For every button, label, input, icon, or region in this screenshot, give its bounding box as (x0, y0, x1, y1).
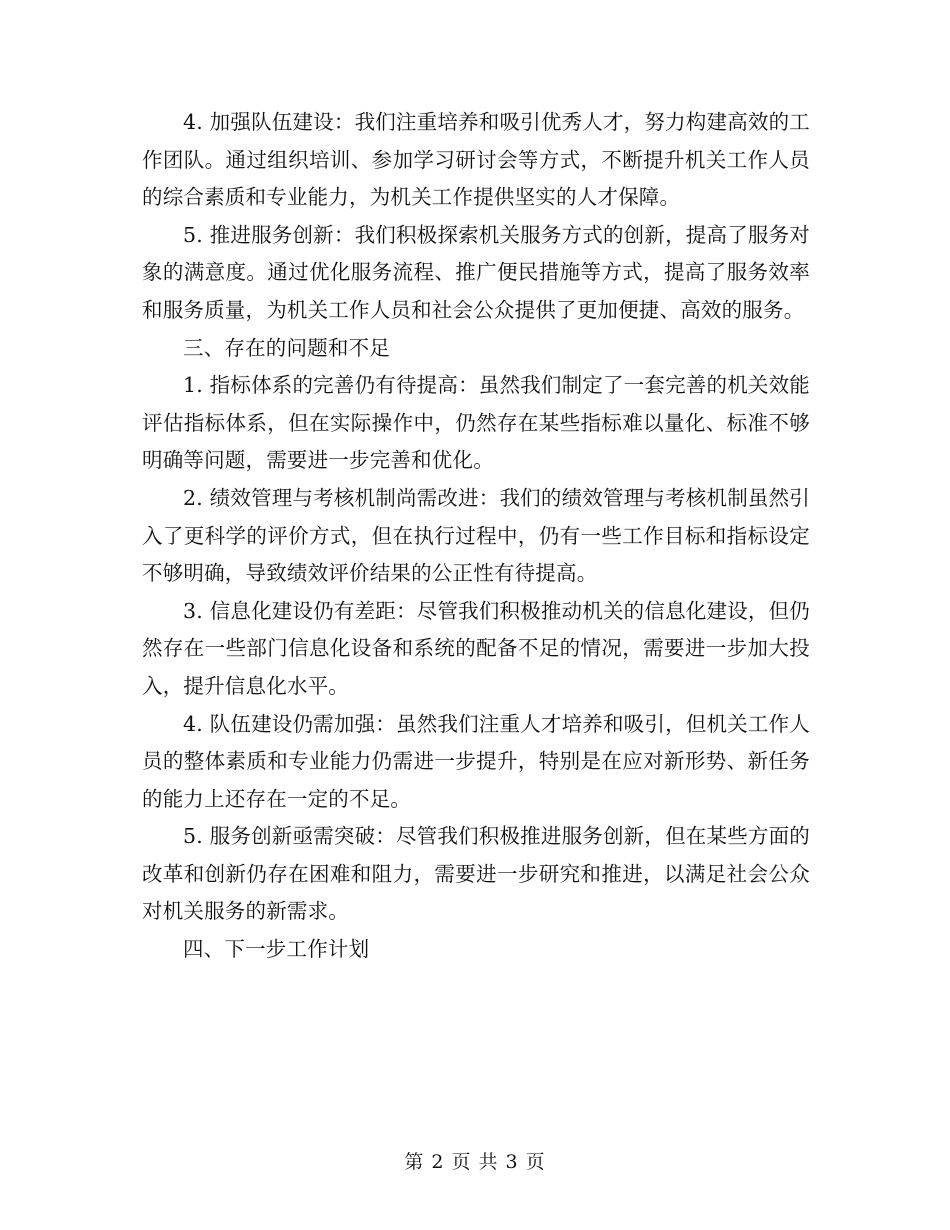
paragraph-innovation-breakthrough: 5. 服务创新亟需突破：尽管我们积极推进服务创新，但在某些方面的改革和创新仍存在困难和阻力，需要进一步研究和推进，以满足社会公众对机关服务的新需求。 (142, 824, 810, 924)
paragraph-indicator-system: 1. 指标体系的完善仍有待提高：虽然我们制定了一套完善的机关效能评估指标体系，但在实际操作中，仍然存在某些指标难以量化、标准不够明确等问题，需要进一步完善和优化。 (142, 373, 810, 473)
paragraph-team-strengthening: 4. 队伍建设仍需加强：虽然我们注重人才培养和吸引，但机关工作人员的整体素质和专业能力仍需进一步提升，特别是在应对新形势、新任务的能力上还存在一定的不足。 (142, 711, 810, 811)
paragraph-team-building: 4. 加强队伍建设：我们注重培养和吸引优秀人才，努力构建高效的工作团队。通过组织培训、参加学习研讨会等方式，不断提升机关工作人员的综合素质和专业能力，为机关工作提供坚实的人才保障。 (142, 110, 810, 210)
section-heading-next-plan: 四、下一步工作计划 (183, 937, 370, 962)
page-number-footer: 第 2 页 共 3 页 (404, 1151, 546, 1173)
section-heading-problems: 三、存在的问题和不足 (183, 335, 390, 360)
paragraph-service-innovation: 5. 推进服务创新：我们积极探索机关服务方式的创新，提高了服务对象的满意度。通过优化服务流程、推广便民措施等方式，提高了服务效率和服务质量，为机关工作人员和社会公众提供了更加便捷、高效的服务。 (142, 222, 810, 322)
paragraph-performance-management: 2. 绩效管理与考核机制尚需改进：我们的绩效管理与考核机制虽然引入了更科学的评价方式，但在执行过程中，仍有一些工作目标和指标设定不够明确，导致绩效评价结果的公正性有待提高。 (142, 485, 810, 586)
document-body (142, 104, 810, 969)
paragraph-informatization: 3. 信息化建设仍有差距：尽管我们积极推动机关的信息化建设，但仍然存在一些部门信息化设备和系统的配备不足的情况，需要进一步加大投入，提升信息化水平。 (142, 598, 810, 698)
